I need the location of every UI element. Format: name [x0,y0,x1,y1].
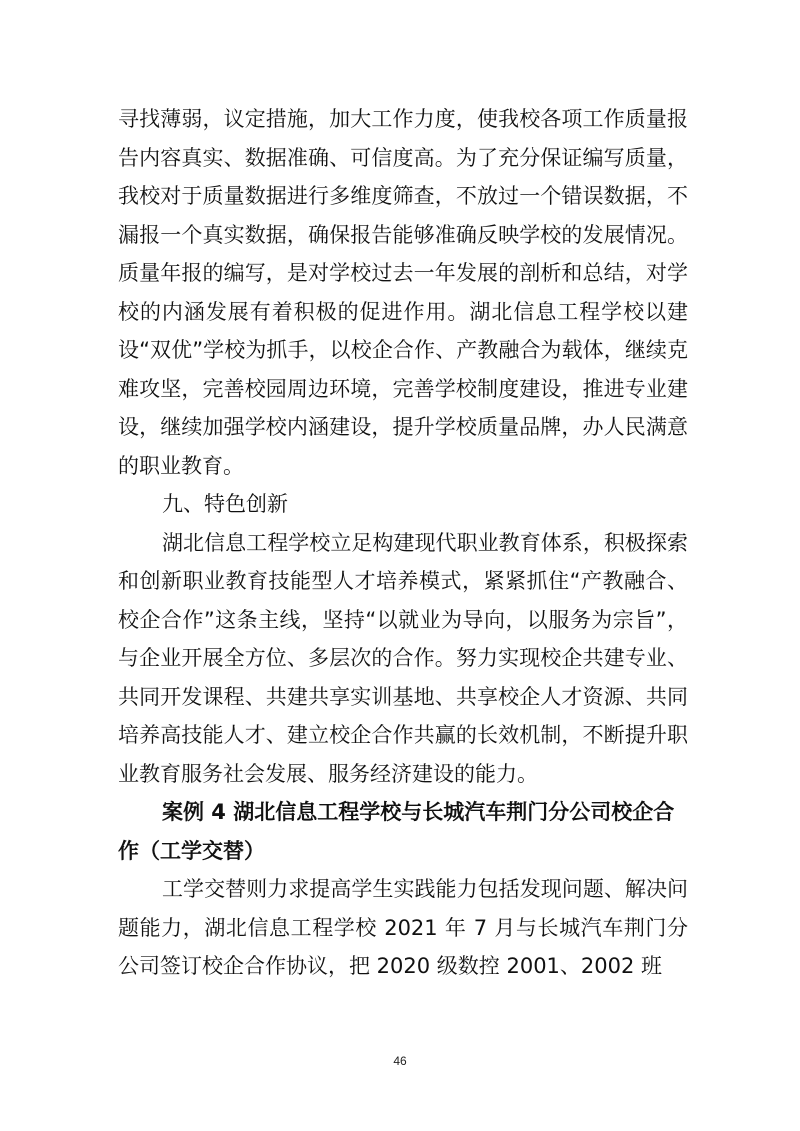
section-heading-features: 九、特色创新 [162,492,288,516]
document-body [118,100,688,986]
paragraph-case: 工学交替则力求提高学生实践能力包括发现问题、解决问题能力，湖北信息工程学校 2021 年 7 月与长城汽车荆门分公司签订校企合作协议，把 2020 级数控 2001、2002 班 [118,877,688,978]
page-number: 46 [393,1054,407,1068]
paragraph-features: 湖北信息工程学校立足构建现代职业教育体系，积极探索和创新职业教育技能型人才培养模式，紧紧抓住“产教融合、校企合作”这条主线，坚持“以就业为导向，以服务为宗旨”，与企业开展全方位、多层次的合作。努力实现校企共建专业、共同开发课程、共建共享实训基地、共享校企人才资源、共同培养高技能人才、建立校企合作共赢的长效机制，不断提升职业教育服务社会发展、服务经济建设的能力。 [118,530,688,786]
paragraph-quality-report: 寻找薄弱，议定措施，加大工作力度，使我校各项工作质量报告内容真实、数据准确、可信度高。为了充分保证编写质量，我校对于质量数据进行多维度筛查，不放过一个错误数据，不漏报一个真实数据，确保报告能够准确反映学校的发展情况。质量年报的编写，是对学校过去一年发展的剖析和总结，对学校的内涵发展有着积极的促进作用。湖北信息工程学校以建设“双优”学校为抓手，以校企合作、产教融合为载体，继续克难攻坚，完善校园周边环境，完善学校制度建设，推进专业建设，继续加强学校内涵建设，提升学校质量品牌，办人民满意的职业教育。 [118,107,688,478]
case-heading: 案例 4 湖北信息工程学校与长城汽车荆门分公司校企合作（工学交替） [118,800,675,863]
